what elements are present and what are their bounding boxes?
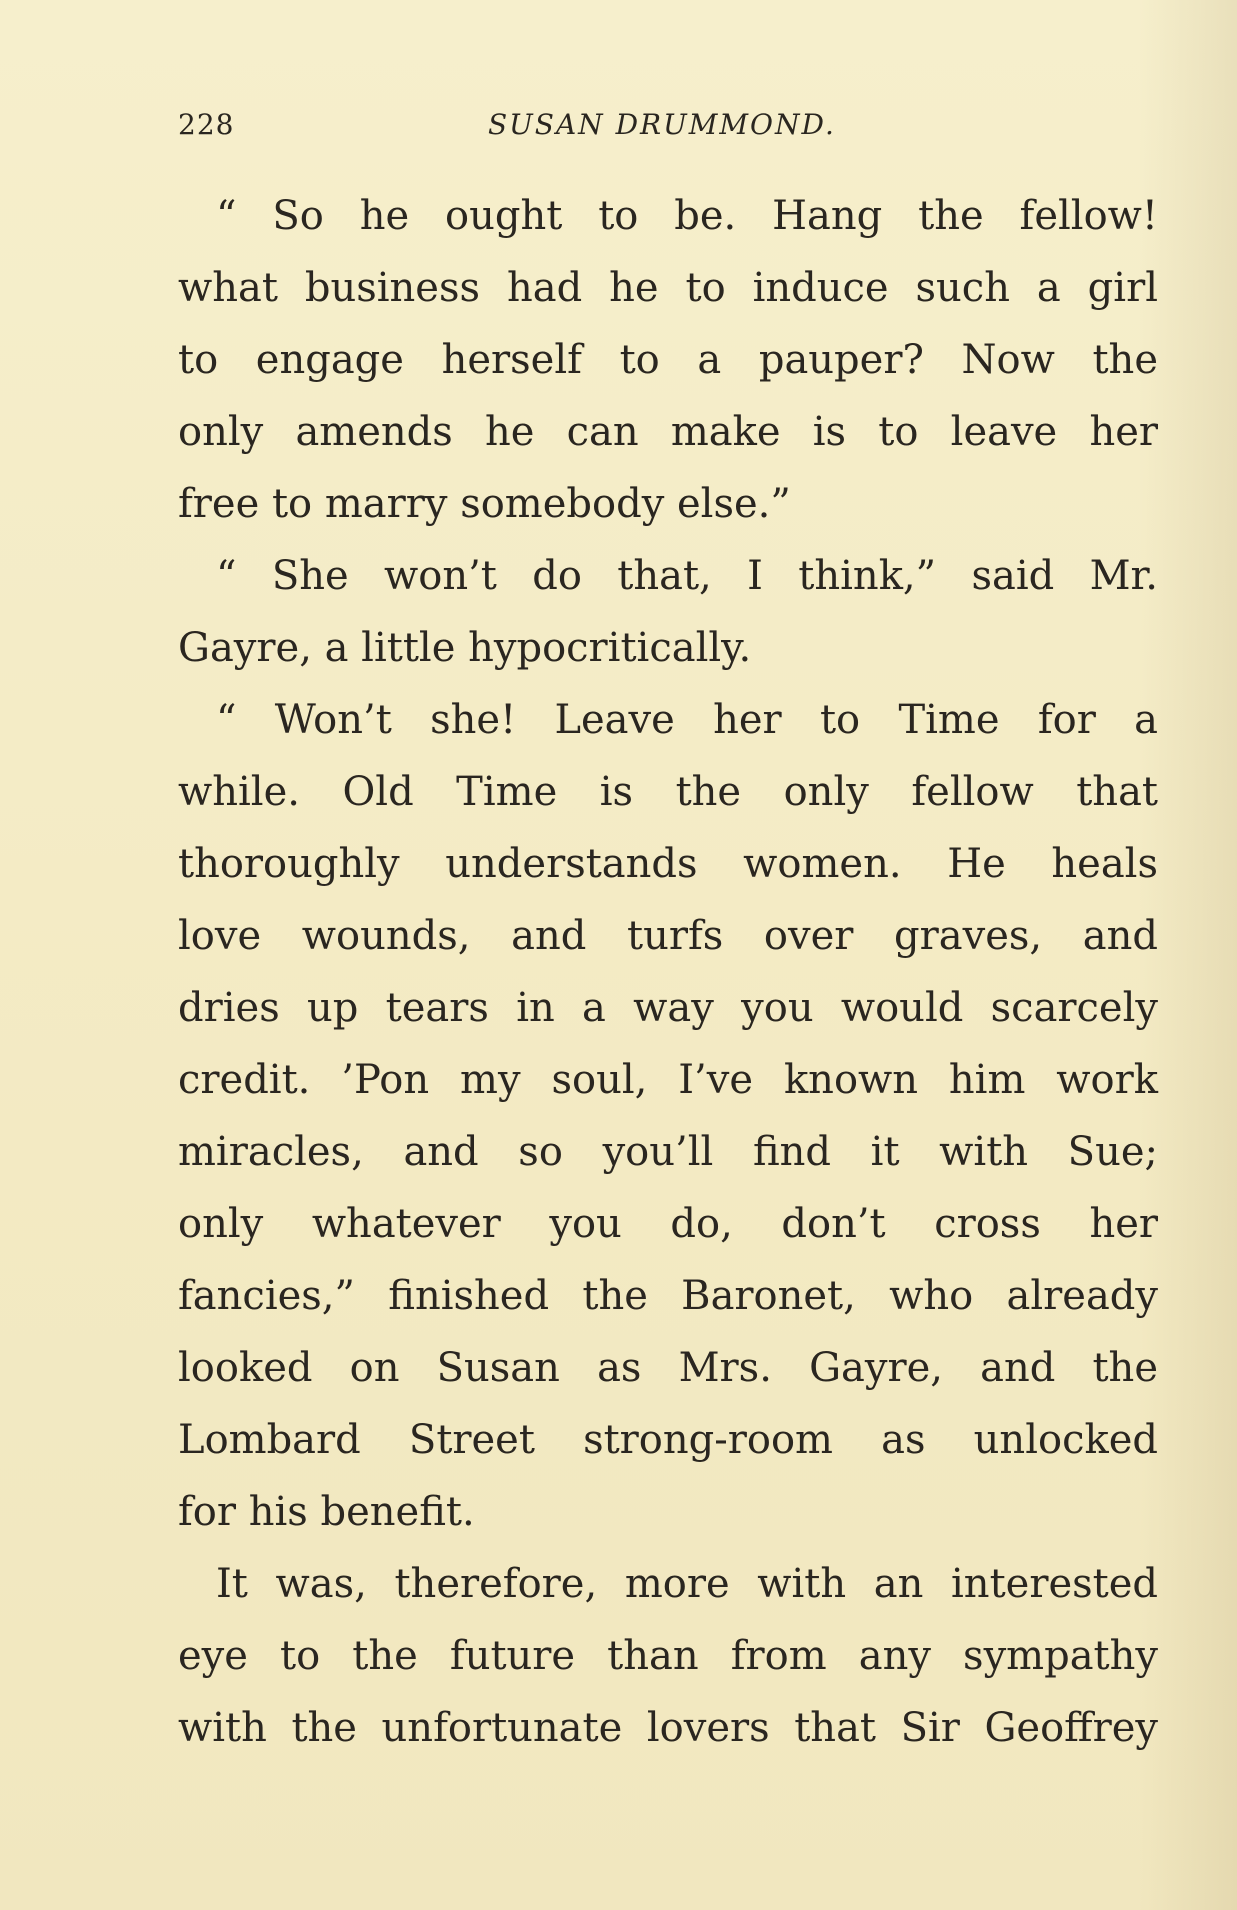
text-line: what business had he to induce such a girl <box>178 265 1158 311</box>
page-header <box>178 108 1158 148</box>
text-line: Lombard Street strong-room as unlocked <box>178 1417 1158 1463</box>
text-line: to engage herself to a pauper? Now the <box>178 337 1158 383</box>
text-line: looked on Susan as Mrs. Gayre, and the <box>178 1345 1158 1391</box>
text-line: only amends he can make is to leave her <box>178 409 1158 455</box>
text-line: fancies,” finished the Baronet, who already <box>178 1273 1158 1319</box>
text-line: for his benefit. <box>178 1489 475 1535</box>
text-line: “ So he ought to be. Hang the fellow! <box>216 193 1158 239</box>
running-head: SUSAN DRUMMOND. <box>488 108 836 141</box>
text-line: free to marry somebody else.” <box>178 481 791 527</box>
text-line: with the unfortunate lovers that Sir Geoffrey <box>178 1705 1158 1751</box>
text-line: while. Old Time is the only fellow that <box>178 769 1158 815</box>
text-line: only whatever you do, don’t cross her <box>178 1201 1158 1247</box>
text-line: love wounds, and turfs over graves, and <box>178 913 1158 959</box>
text-line: credit. ’Pon my soul, I’ve known him work <box>178 1057 1158 1103</box>
text-line: “ She won’t do that, I think,” said Mr. <box>216 553 1158 599</box>
text-line: miracles, and so you’ll find it with Sue; <box>178 1129 1158 1175</box>
text-line: dries up tears in a way you would scarcely <box>178 985 1158 1031</box>
text-line: It was, therefore, more with an interested <box>216 1561 1158 1607</box>
body-text <box>178 180 1158 1764</box>
text-line: “ Won’t she! Leave her to Time for a <box>216 697 1158 743</box>
text-line: thoroughly understands women. He heals <box>178 841 1158 887</box>
text-line: Gayre, a little hypocritically. <box>178 625 752 671</box>
page-number: 228 <box>178 108 235 141</box>
text-line: eye to the future than from any sympathy <box>178 1633 1158 1679</box>
